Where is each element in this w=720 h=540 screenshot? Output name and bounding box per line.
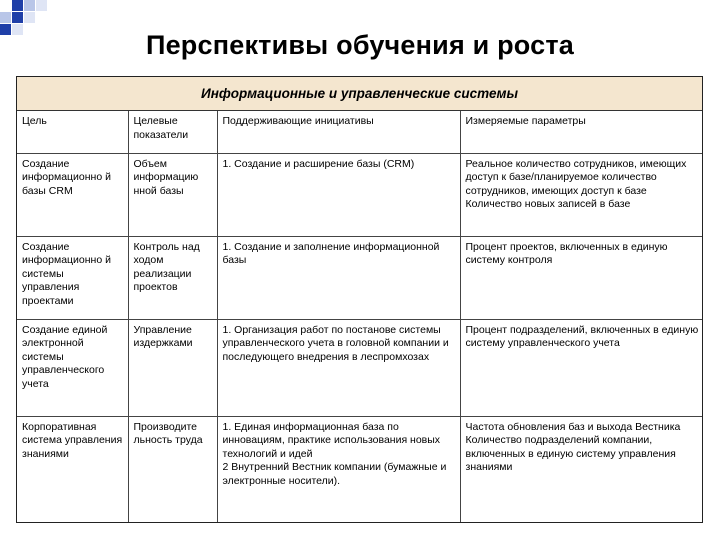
table-row <box>17 153 703 236</box>
cell-goal: Создание единой электронной системы управленческого учета <box>17 319 128 416</box>
data-table <box>17 111 703 523</box>
column-header-parameters: Измеряемые параметры <box>460 111 703 153</box>
table-row <box>17 236 703 319</box>
cell-goal: Корпоративная система управления знаниями <box>17 416 128 523</box>
cell-initiative: 1. Создание и заполнение информационной базы <box>217 236 460 319</box>
cell-goal: Создание информационно й системы управления проектами <box>17 236 128 319</box>
cell-parameters: Частота обновления баз и выхода Вестника Количество подразделений компании, включенных в единую систему управления знаниями <box>460 416 703 523</box>
cell-parameters: Реальное количество сотрудников, имеющих доступ к базе/планируемое количество сотрудников, имеющих доступ к базе Количество новых записей в базе <box>460 153 703 236</box>
table-header: Информационные и управленческие системы <box>17 77 702 111</box>
cell-initiative: 1. Единая информационная база по инновациям, практике использования новых технологий и идей 2 Внутренний Вестник компании (бумажные и электронные носители). <box>217 416 460 523</box>
table-row <box>17 416 703 523</box>
cell-parameters: Процент проектов, включенных в единую систему контроля <box>460 236 703 319</box>
column-header-goal: Цель <box>17 111 128 153</box>
column-header-initiatives: Поддерживающие инициативы <box>217 111 460 153</box>
strategy-table <box>16 76 703 523</box>
cell-goal: Создание информационно й базы CRM <box>17 153 128 236</box>
cell-indicator: Управление издержками <box>128 319 217 416</box>
cell-indicator: Производите льность труда <box>128 416 217 523</box>
column-header-row <box>17 111 703 153</box>
table-row <box>17 319 703 416</box>
cell-indicator: Контроль над ходом реализации проектов <box>128 236 217 319</box>
column-header-indicators: Целевые показатели <box>128 111 217 153</box>
cell-initiative: 1. Организация работ по постанове системы управленческого учета в головной компании и последующего внедрения в леспромхозах <box>217 319 460 416</box>
cell-initiative: 1. Создание и расширение базы (CRM) <box>217 153 460 236</box>
cell-indicator: Объем информацию нной базы <box>128 153 217 236</box>
page-title: Перспективы обучения и роста <box>145 30 574 60</box>
cell-parameters: Процент подразделений, включенных в единую систему управленческого учета <box>460 319 703 416</box>
